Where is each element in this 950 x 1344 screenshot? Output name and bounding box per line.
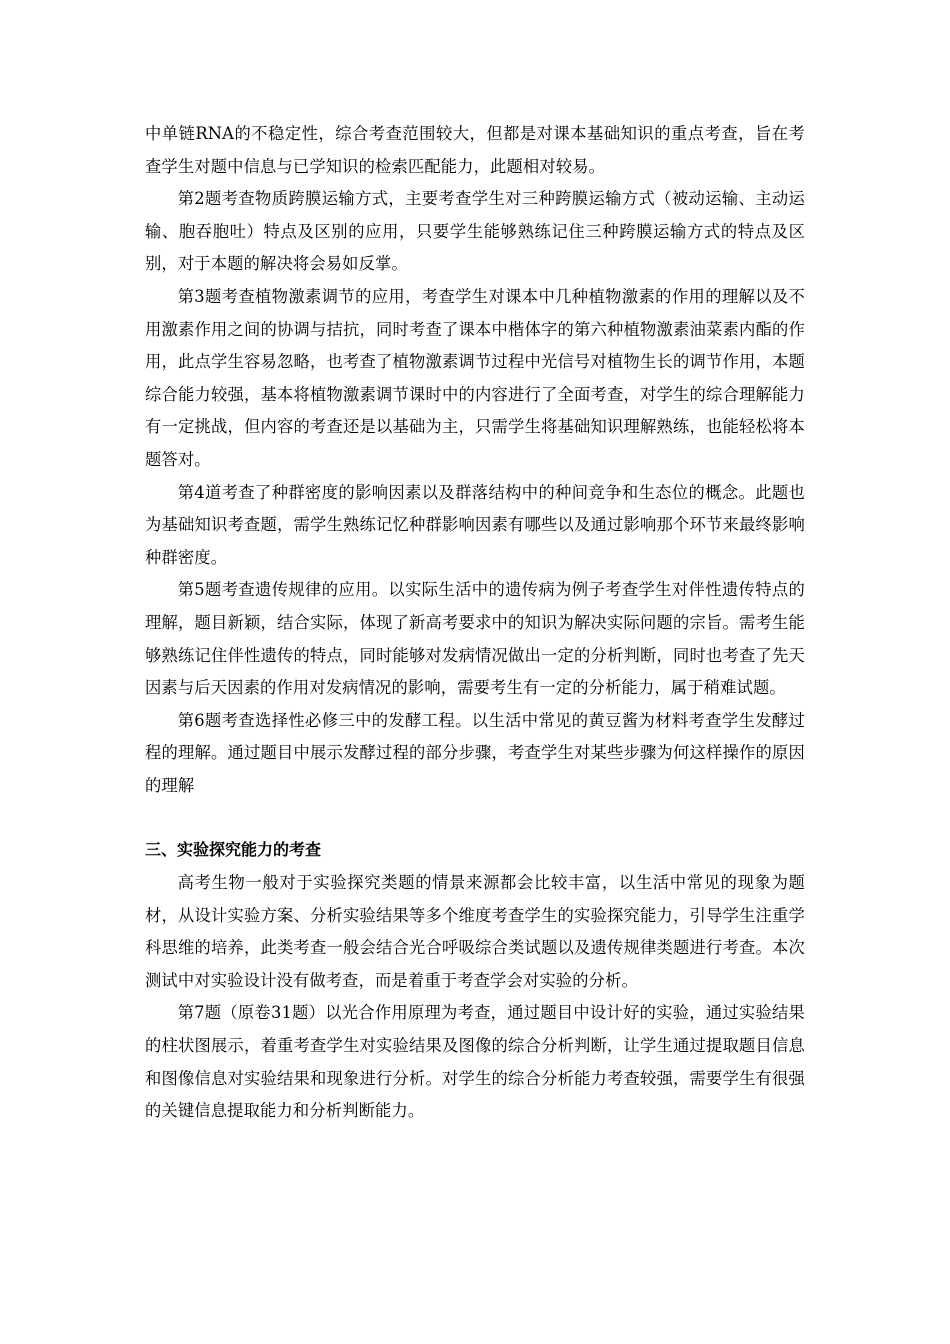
paragraph-question-3: 第3题考查植物激素调节的应用，考查学生对课本中几种植物激素的作用的理解以及不用激素作用之间的协调与拮抗，同时考查了课本中楷体字的第六种植物激素油菜素内酯的作用，此点学生容易忽略，也考查了植物激素调节过程中光信号对植物生长的调节作用，本题综合能力较强，基本将植物激素调节课时中的内容进行了全面考查，对学生的综合理解能力有一定挑战，但内容的考查还是以基础为主，只需学生将基础知识理解熟练，也能轻松将本题答对。 <box>145 286 805 469</box>
paragraph-question-5: 第5题考查遗传规律的应用。以实际生活中的遗传病为例子考查学生对伴性遗传特点的理解，题目新颖，结合实际，体现了新高考要求中的知识为解决实际问题的宗旨。需考生能够熟练记住伴性遗传的特点，同时能够对发病情况做出一定的分析判断，同时也考查了先天因素与后天因素的作用对发病情况的影响，需要考生有一定的分析能力，属于稍难试题。 <box>145 580 805 698</box>
section-heading-experimental-inquiry: 三、实验探究能力的考查 <box>145 840 322 860</box>
paragraph-question-7: 第7题（原卷31题）以光合作用原理为考查，通过题目中设计好的实验，通过实验结果的柱状图展示，着重考查学生对实验结果及图像的综合分析判断，让学生通过提取题目信息和图像信息对实验结果和现象进行分析。对学生的综合分析能力考查较强，需要学生有很强的关键信息提取能力和分析判断能力。 <box>145 1003 805 1121</box>
paragraph-experimental-overview: 高考生物一般对于实验探究类题的情景来源都会比较丰富，以生活中常见的现象为题材，从设计实验方案、分析实验结果等多个维度考查学生的实验探究能力，引导学生注重学科思维的培养，此类考查一般会结合光合呼吸综合类试题以及遗传规律类题进行考查。本次测试中对实验设计没有做考查，而是着重于考查学会对实验的分析。 <box>145 873 805 990</box>
document-body <box>145 118 805 1128</box>
paragraph-question-4: 第4道考查了种群密度的影响因素以及群落结构中的种间竞争和生态位的概念。此题也为基础知识考查题，需学生熟练记忆种群影响因素有哪些以及通过影响那个环节来最终影响种群密度。 <box>145 482 805 567</box>
paragraph-question-2: 第2题考查物质跨膜运输方式，主要考查学生对三种跨膜运输方式（被动运输、主动运输、胞吞胞吐）特点及区别的应用，只要学生能够熟练记住三种跨膜运输方式的特点及区别，对于本题的解决将会易如反掌。 <box>145 189 805 274</box>
paragraph-continuation: 中单链RNA的不稳定性，综合考查范围较大，但都是对课本基础知识的重点考查，旨在考查学生对题中信息与已学知识的检索匹配能力，此题相对较易。 <box>145 124 805 176</box>
paragraph-question-6: 第6题考查选择性必修三中的发酵工程。以生活中常见的黄豆酱为材料考查学生发酵过程的理解。通过题目中展示发酵过程的部分步骤，考查学生对某些步骤为何这样操作的原因的理解 <box>145 710 805 795</box>
